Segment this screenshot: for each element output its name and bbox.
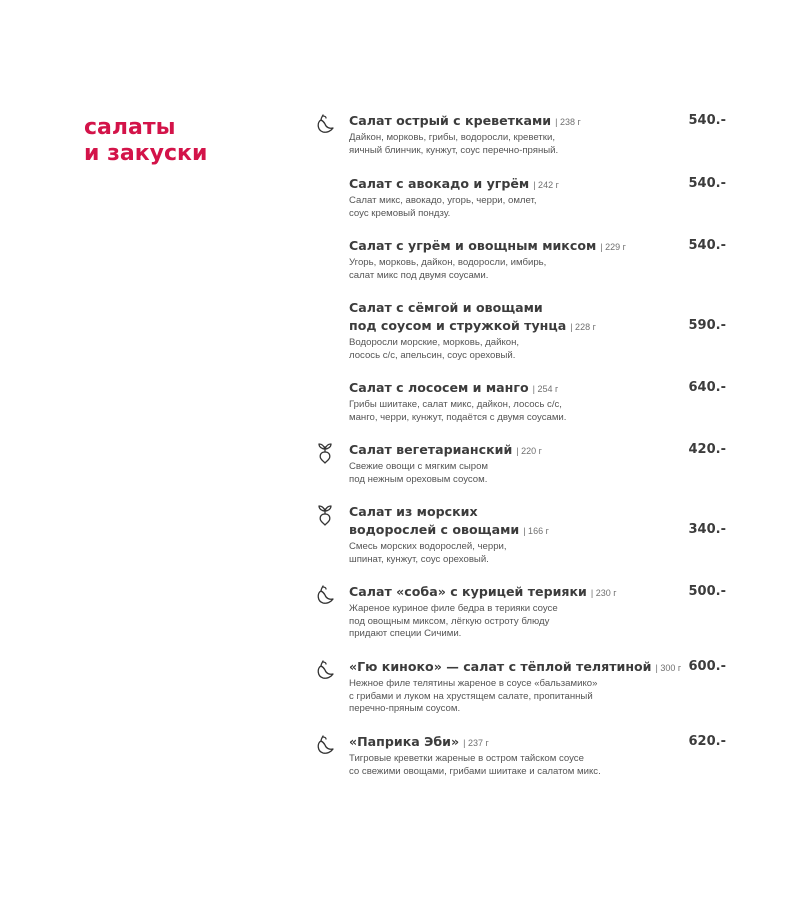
menu-item-description [349,132,558,157]
menu-item-name [349,733,489,752]
menu-item-description-line: соус кремовый пондзу. [349,207,451,219]
menu-item-name [349,441,542,460]
menu-item-description [349,195,537,220]
menu-item-weight: | 242 г [533,180,559,190]
menu-item-description [349,337,519,362]
menu-item-price: 540.- [688,113,726,128]
menu-item-name-line: Салат с угрём и овощным миксом | 229 г [349,238,626,253]
menu-item-description-line: салат микс под двумя соусами. [349,269,489,281]
menu-item-description-line: шпинат, кунжут, соус ореховый. [349,553,489,565]
chili-pepper-icon [314,583,336,607]
section-title [84,115,207,167]
menu-item-weight: | 230 г [590,588,617,598]
section-title-line-1: салаты [84,115,176,140]
menu-item-name-line: Салат из морских [349,504,478,519]
menu-item-weight: | 166 г [523,526,549,536]
menu-item-name [349,583,617,602]
menu-item-description [349,461,488,486]
menu-item-name [349,503,549,540]
menu-item-price: 340.- [688,522,726,537]
menu-item-weight: | 228 г [570,322,596,332]
menu-item-weight: | 237 г [463,738,489,748]
menu-item-description-line: лосось с/с, апельсин, соус ореховый. [349,349,516,361]
menu-item-description-line: перечно-пряным соусом. [349,703,461,714]
menu-item-name [349,379,558,398]
menu-item-description [349,399,566,424]
menu-item-description-line: с грибами и луком на хрустящем салате, пропитанный [349,690,593,702]
menu-item-description-line: придают специи Сичими. [349,628,462,639]
menu-item-description [349,257,546,282]
menu-item-description-line: Салат микс, авокадо, угорь, черри, омлет, [349,195,537,206]
menu-item-description-line: Жареное куриное филе бедра в терияки соусе [349,603,558,614]
menu-item-name-line: Салат острый с креветками | 238 г [349,113,581,128]
menu-item-name [349,299,596,336]
menu-item-price: 590.- [688,318,726,333]
menu-item-description-line: Угорь, морковь, дайкон, водоросли, имбирь, [349,257,547,268]
menu-item-description-line: под нежным ореховым соусом. [349,473,488,485]
menu-item-name-line: водорослей с овощами | 166 г [349,522,549,537]
menu-item-description-line: Водоросли морские, морковь, дайкон, [349,337,520,348]
menu-item-name [349,175,559,194]
menu-item-description [349,753,601,778]
menu-item-weight: | 229 г [600,242,626,252]
menu-item-name-line: Салат с авокадо и угрём | 242 г [349,176,559,191]
menu-item-description [349,541,507,566]
menu-item-price: 540.- [688,238,726,253]
menu-item-price: 500.- [688,584,726,599]
menu-item-weight: | 300 г [655,663,682,673]
menu-item-name-line: Салат вегетарианский | 220 г [349,442,542,457]
menu-item-weight: | 254 г [532,384,559,394]
chili-pepper-icon [314,658,336,682]
menu-item-name-line: «Паприка Эби» | 237 г [349,734,489,749]
menu-item-price: 420.- [688,442,726,457]
section-title-line-2: и закуски [84,141,208,166]
menu-item-price: 540.- [688,176,726,191]
menu-item-description-line: Грибы шиитаке, салат микс, дайкон, лосось с/с, [349,399,562,410]
menu-item-description-line: Дайкон, морковь, грибы, водоросли, креветки, [349,132,556,143]
radish-vegetarian-icon [314,441,336,465]
menu-item-name [349,112,581,131]
menu-item-description [349,678,597,716]
menu-item-description-line: со свежими овощами, грибами шиитаке и салатом микс. [349,765,601,777]
menu-item-name-line: Салат с сёмгой и овощами [349,300,543,315]
menu-item-description [349,603,558,641]
menu-item-description-line: Смесь морских водорослей, черри, [349,541,507,552]
menu-item-description-line: яичный блинчик, кунжут, соус перечно-пряный. [349,144,559,156]
menu-item-name-line: «Гю киноко» — салат с тёплой телятиной | 300 г [349,659,682,674]
radish-vegetarian-icon [314,503,336,527]
menu-item-name-line: Салат с лососем и манго | 254 г [349,380,559,395]
menu-item-price: 600.- [688,659,726,674]
menu-item-name [349,658,681,677]
menu-item-weight: | 220 г [516,446,542,456]
menu-item-name-line: Салат «соба» с курицей терияки | 230 г [349,584,617,599]
menu-item-description-line: Тигровые креветки жареные в остром тайском соусе [349,753,584,764]
menu-item-description-line: Свежие овощи с мягким сыром [349,461,489,472]
menu-item-price: 620.- [688,734,726,749]
menu-item-name-line: под соусом и стружкой тунца | 228 г [349,318,596,333]
menu-item-name [349,237,626,256]
menu-item-description-line: манго, черри, кунжут, подаётся с двумя соусами. [349,411,567,423]
menu-item-weight: | 238 г [555,117,581,127]
menu-item-description-line: под овощным миксом, лёгкую остроту блюду [349,615,550,627]
menu-item-description-line: Нежное филе телятины жареное в соусе «бальзамико» [349,678,598,689]
chili-pepper-icon [314,733,336,757]
menu-item-price: 640.- [688,380,726,395]
chili-pepper-icon [314,112,336,136]
